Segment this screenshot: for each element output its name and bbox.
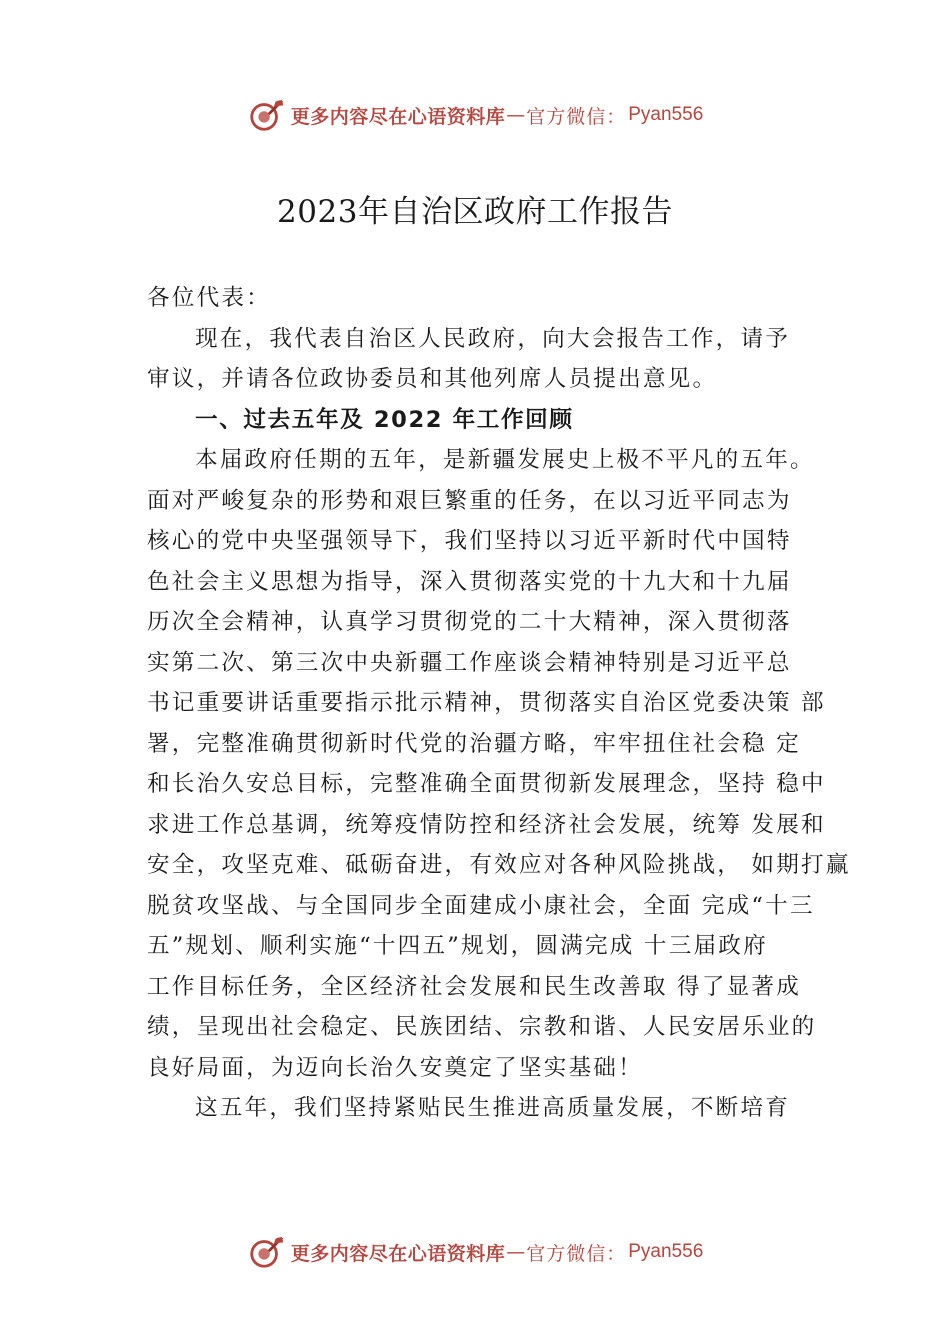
watermark-brand: 更多内容尽在心语资料库	[290, 1242, 506, 1265]
paragraph-line: 五”规划、顺利实施“十四五”规划，圆满完成 十三届政府	[147, 933, 768, 959]
quill-logo-icon	[247, 96, 285, 134]
paragraph-line: 和长治久安总目标，完整准确全面贯彻新发展理念，坚持 稳中	[147, 771, 826, 797]
paragraph-line: 审议，并请各位政协委员和其他列席人员提出意见。	[147, 366, 718, 392]
watermark-banner-bottom	[0, 1230, 950, 1274]
watermark-dash: —	[506, 1241, 526, 1263]
watermark-wechat-id: Pyan556	[628, 104, 704, 125]
paragraph-line: 实第二次、第三次中央新疆工作座谈会精神特别是习近平总	[147, 649, 792, 676]
paragraph-line: 面对严峻复杂的形势和艰巨繁重的任务，在以习近平同志为	[147, 487, 792, 514]
section-heading: 一、过去五年及 2022 年工作回顾	[195, 406, 574, 433]
paragraph-line: 安全，攻坚克难、砥砺奋进，有效应对各种风险挑战， 如期打赢	[147, 852, 851, 878]
paragraph-line: 求进工作总基调，统筹疫情防控和经济社会发展，统筹 发展和	[147, 811, 826, 838]
paragraph-line: 绩，呈现出社会稳定、民族团结、宗教和谐、人民安居乐业的	[147, 1014, 817, 1040]
quill-logo-icon	[247, 1233, 285, 1271]
paragraph-line: 脱贫攻坚战、与全国同步全面建成小康社会，全面 完成“十三	[147, 892, 815, 919]
watermark-dash: —	[506, 104, 526, 126]
salutation: 各位代表：	[147, 285, 271, 311]
document-title: 2023年自治区政府工作报告	[277, 194, 673, 230]
paragraph-line: 这五年，我们坚持紧贴民生推进高质量发展，不断培育	[195, 1095, 791, 1121]
paragraph-line: 色社会主义思想为指导，深入贯彻落实党的十九大和十九届	[147, 568, 792, 595]
paragraph-line: 历次全会精神，认真学习贯彻党的二十大精神，深入贯彻落	[147, 609, 792, 635]
paragraph-line: 书记重要讲话重要指示批示精神，贯彻落实自治区党委决策 部	[147, 690, 826, 716]
paragraph-line: 核心的党中央坚强领导下，我们坚持以习近平新时代中国特	[147, 528, 792, 554]
watermark-wechat-label: 官方微信：	[526, 105, 627, 128]
paragraph-line: 署，完整准确贯彻新时代党的治疆方略，牢牢扭住社会稳 定	[147, 730, 802, 757]
watermark-wechat-id: Pyan556	[628, 1241, 704, 1262]
paragraph-line: 工作目标任务，全区经济社会发展和民生改善取 得了显著成	[147, 973, 802, 1000]
paragraph-line: 本届政府任期的五年，是新疆发展史上极不平凡的五年。	[195, 447, 815, 473]
document-body	[147, 278, 851, 1129]
paragraph-line: 良好局面，为迈向长治久安奠定了坚实基础！	[147, 1054, 643, 1081]
paragraph-line: 现在，我代表自治区人民政府，向大会报告工作，请予	[195, 325, 791, 352]
watermark-brand: 更多内容尽在心语资料库	[290, 105, 506, 128]
watermark-wechat-label: 官方微信：	[526, 1242, 627, 1265]
watermark-banner-top	[0, 93, 950, 137]
